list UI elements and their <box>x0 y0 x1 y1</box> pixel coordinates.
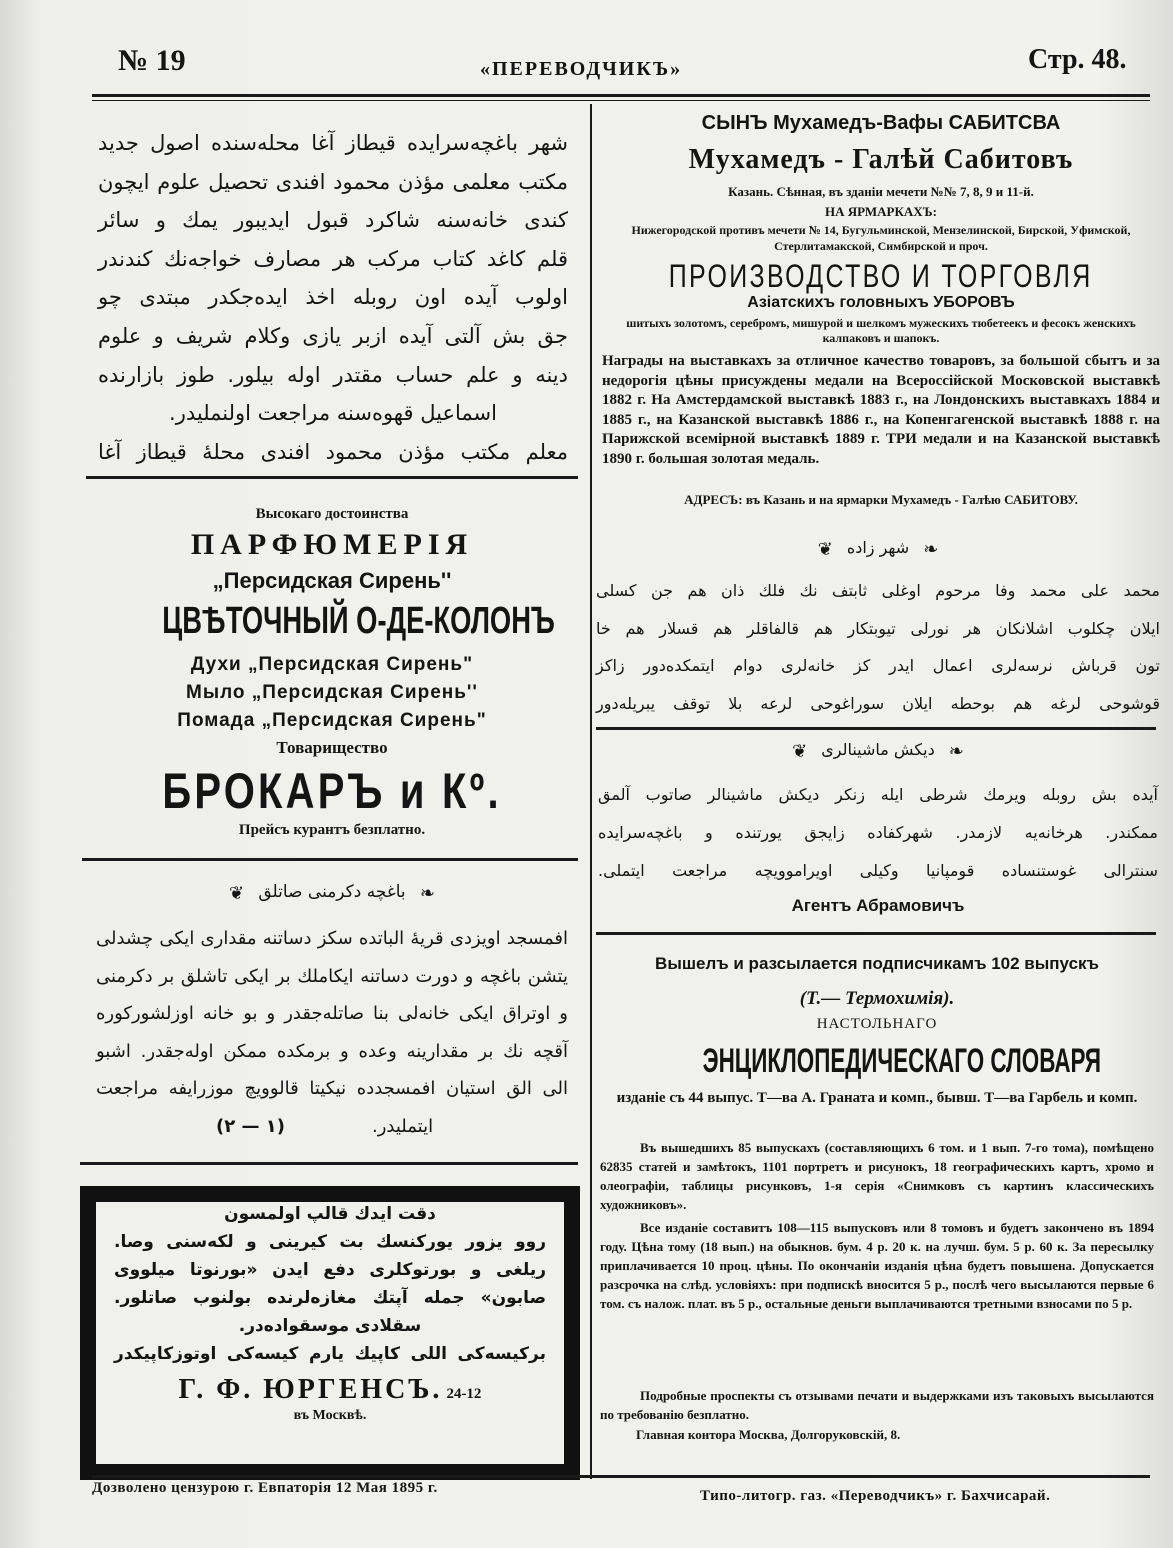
ornament-icon: ❦ <box>229 882 245 903</box>
ornament-icon: ❧ <box>923 538 939 559</box>
jurgens-line: صابون» جمله آپتك مغازه‌لرنده بولنوب صاتلور. <box>114 1288 546 1308</box>
sabitov-products: шитыхъ золотомъ, серебромъ, мишурой и шелкомъ мужескихъ тюбетеекъ и фесокъ женскихъ калпаковъ и шапокъ. <box>626 316 1136 345</box>
censorship-note: Дозволено цензурою г. Евпаторія 12 Мая 1895 г. <box>92 1480 438 1496</box>
sabitov-contact: АДРЕСЪ: въ Казань и на ярмарки Мухамедъ - Галѣю САБИТОВУ. <box>684 492 1078 507</box>
school-ad-line: کندی خانه‌سنه شاکرد قبول ایدیبور یمك و سائر <box>98 208 568 233</box>
jurgens-line: ریلغی و بورتوکلری دفع ایدن «بورنوتا میلووی <box>114 1260 546 1280</box>
divider <box>86 476 578 479</box>
encyclopedia-line: НАСТОЛЬНАГО <box>816 1016 938 1032</box>
perfume-cologne <box>86 600 578 654</box>
sabitov-production: ПРОИЗВОДСТВО И ТОРГОВЛЯ <box>669 258 1093 294</box>
encyclopedia-title: ЭНЦИКЛОПЕДИЧЕСКАГО СЛОВАРЯ <box>702 1042 1102 1080</box>
jurgens-name: Г. Ф. ЮРГЕНСЪ. <box>178 1374 443 1405</box>
ornament-icon: ❦ <box>817 538 833 559</box>
sabitov-address: Казань. Сѣнная, въ зданіи мечети №№ 7, 8, 9 и 11-й. <box>728 184 1034 199</box>
school-ad-line: اسماعیل قهوه‌سنه مراجعت اولنملیدر. <box>169 401 497 426</box>
encyclopedia-office: Главная контора Москва, Долгоруковскій, 8. <box>636 1427 901 1442</box>
divider <box>596 727 1156 730</box>
brokar-name: БРОКАРЪ и Кº. <box>162 763 502 819</box>
issue-number: № 19 <box>118 44 186 77</box>
perfume-line: Товарищество <box>276 738 388 757</box>
jurgens-code: 24-12 <box>446 1386 482 1402</box>
perfume-ad <box>86 506 578 839</box>
sewing-line: سنترالی غوستنساده قومپانیا وکیلی اویراموویچه مراجعت ایتملی. <box>598 861 1158 880</box>
garden-ad <box>96 882 568 1145</box>
jurgens-ad <box>96 1202 564 1464</box>
school-ad-line: مکتب معلمی مؤذن محمود افندی تحصیل علوم ایچون <box>98 169 568 194</box>
jurgens-line: روو یزور یورکنسك بت کیرینی و لکه‌سنی وصا. <box>114 1232 546 1252</box>
sabitov-line: СЫНЪ Мухамедъ-Вафы САБИТСВА <box>701 112 1061 134</box>
encyclopedia-paragraph: Въ вышедшихъ 85 выпускахъ (составляющихъ 6 том. и 1 вып. 7-го тома), помѣщено 62835 статей и замѣтокъ, 1101 портретъ и рисунокъ, 18 географическихъ картъ, хромо и олеографіи, таблицы рисунковъ, 1-я серія «Снимковъ съ картинъ классическихъ художниковъ». <box>600 1140 1154 1212</box>
garden-heading-text: باغچه دکرمنی صاتلق <box>258 882 406 902</box>
column-divider <box>590 104 592 1479</box>
garden-ref-number: (۲ — ۱) <box>216 1115 285 1137</box>
printer-note: Типо-литогр. газ. «Переводчикъ» г. Бахчисарай. <box>700 1488 1051 1504</box>
city-ad-line: ايلان چكلوب اشلانكان هر نورلى تيوبتكار هم قالفاقلر هم قسلار هم خا <box>596 618 1160 638</box>
sewing-line: آیده بش روبله ویرمك شرطی ایله زنکر دیکش ماشینالر صاتوب آلمق <box>598 785 1158 804</box>
encyclopedia-paragraph: Все изданіе составитъ 108—115 выпусковъ или 8 томовъ и будетъ закончено въ 1894 году. Цѣна тому (18 вып.) на обыкнов. бум. 4 р. 20 к. на лучш. бум. 5 р. 60 к. За пересылку приплачивается 10 проц. цѣны. По окончаніи изданія цѣна будетъ повышена. Допускается разсрочка на слѣд. условіяхъ: при подпискѣ вносится 5 р., послѣ чего высылаются первые 6 том. съ налож. плат. въ 5 р., остальные деньги выплачиваются третными взносами по 5 р. <box>600 1220 1154 1311</box>
divider <box>80 1162 578 1165</box>
ornament-icon: ❦ <box>792 740 808 761</box>
ornament-icon: ❧ <box>948 740 964 761</box>
divider <box>596 932 1156 935</box>
sewing-line: ممکندر. هرخانه‌یه لازمدر. شهرکفاده زایجق یورتنده و باغچه‌سرایده <box>598 823 1158 842</box>
sewing-ad <box>598 740 1158 916</box>
encyclopedia-publisher: изданіе съ 44 выпус. Т—ва А. Граната и комп., бывш. Т—ва Гарбель и комп. <box>616 1090 1138 1106</box>
city-ad-line: محمد علی محمد وفا مرحوم اوغلی ثابتف نك فلك ذان هم جن كسلى <box>596 581 1160 600</box>
header-rule-bottom <box>92 100 1150 101</box>
perfume-line: Духи „Персидская Сирень" <box>190 654 474 675</box>
header-rule-top <box>92 94 1150 97</box>
school-ad-line: دینه و علم حساب مقتدر اوله بیلور. طوز بازارنده <box>98 362 568 387</box>
encyclopedia-title-row <box>600 1042 1154 1086</box>
jurgens-line: برکیسه‌کی اللی کاپیك یارم کیسه‌کی اوتوزکاپیکدر <box>114 1344 546 1364</box>
city-ad-heading <box>596 538 1160 572</box>
city-ad <box>596 538 1160 722</box>
sewing-heading <box>598 740 1158 776</box>
jurgens-city: въ Москвѣ. <box>293 1408 367 1423</box>
sabitov-headwear: Азіатскихъ головныхъ УБОРОВЪ <box>747 294 1015 311</box>
sewing-heading-text: دیکش ماشینالری <box>821 740 935 759</box>
divider <box>82 858 578 861</box>
jurgens-line: دقت ایدك قالپ اولمسون <box>224 1204 436 1224</box>
sabitov-fairs: Нижегородской противъ мечети № 14, Бугульминской, Мензелинской, Бирской, Уфимской, Стерлитамакской, Симбирской и проч. <box>631 223 1131 253</box>
sabitov-fairs-label: НА ЯРМАРКАХЪ: <box>825 204 937 219</box>
school-ad-line: قلم کاغد کتاب مرکب هر مصارف خواجه‌نك کندندر <box>98 246 568 271</box>
perfume-line: Мыло „Персидская Сирень'' <box>186 682 478 703</box>
ornament-icon: ❧ <box>419 882 435 903</box>
sewing-agent: Агентъ Абрамовичъ <box>791 896 965 915</box>
garden-line: الی الق استیان افمسجدده نیکیتا قالوویچ موزرایفه مراجعت <box>96 1078 568 1099</box>
jurgens-ad-frame <box>80 1186 580 1480</box>
encyclopedia-ad <box>600 954 1154 1443</box>
page-number: Стр. 48. <box>1028 44 1127 75</box>
school-ad-line: جق بش آلتی آیده ازبر یازی وکلام شریف و علوم <box>98 323 568 348</box>
perfume-brand <box>86 762 578 822</box>
encyclopedia-volume: (Т.— Термохимія). <box>799 988 955 1009</box>
garden-last-line <box>96 1108 568 1145</box>
garden-heading <box>96 882 568 920</box>
perfume-line: Прейсъ курантъ безплатно. <box>238 822 426 838</box>
jurgens-name-row <box>114 1374 546 1408</box>
garden-line: آقچه نك بر مقدارینه وعده و برمکده ممکن اوله‌جقدر. اشبو <box>96 1040 568 1062</box>
footer-rule <box>92 1475 1150 1478</box>
garden-line: و اوتراق ایکی خانه‌لی بنا صاتله‌جقدر و بو خانه اوزلشورکوره <box>96 1003 568 1024</box>
perfume-line: „Персидская Сирень'' <box>212 568 452 593</box>
garden-line: یتشن باغچه و دورت دساتنه ایکاملك بر ایکی تاشلق بر دکرمنی <box>96 965 568 987</box>
encyclopedia-paragraph: Подробные проспекты съ отзывами печати и выдержками изъ таковыхъ высылаются по требованію безплатно. <box>600 1388 1154 1422</box>
cologne-name: ЦВѢТОЧНЫЙ О-ДЕ-КОЛОНЪ <box>162 600 555 642</box>
newspaper-title: «ПЕРЕВОДЧИКЪ» <box>480 58 683 80</box>
sabitov-production-row <box>600 258 1162 294</box>
perfume-line: Помада „Персидская Сирень" <box>177 710 487 731</box>
city-ad-line: تون قرباش نرسه‌لرى اعمال ايدر كز خانه‌لرى دوام ايتمكده‌دور زاكز <box>596 656 1160 675</box>
garden-line: افمسجد اویزدی قریهٔ الباتده سکز دساتنه مقداری ایکی چشدلی <box>96 928 568 949</box>
jurgens-line: سقلادی موسقواده‌در. <box>238 1316 422 1336</box>
perfume-line: Высокаго достоинства <box>255 506 409 522</box>
school-ad <box>98 124 568 471</box>
school-ad-line: شهر باغچه‌سرایده قیطاز آغا محله‌سنده اصول جدید <box>98 131 568 155</box>
sabitov-awards: Награды на выставкахъ за отличное качество товаровъ, за большой сбытъ и за недорогія цѣны присуждены медали на Всероссійской Московской выставкѣ 1882 г. На Амстердамской выставкѣ 1883 г., на Лондонскихъ выставкахъ 1884 и 1885 г., на Казанской выставкѣ 1886 г., на Копенгагенской выставкѣ 1888 г. на Парижской всемірной выставкѣ 1889 г. ТРИ медали и на Казанской выставкѣ 1890 г. большая золотая медаль. <box>602 353 1160 467</box>
encyclopedia-line: Вышелъ и разсылается подписчикамъ 102 выпускъ <box>655 954 1099 973</box>
perfume-title: ПАРФЮМЕРІЯ <box>190 528 474 561</box>
city-ad-heading-text: شهر زاده <box>846 538 910 557</box>
garden-end-word: ایتملیدر. <box>372 1115 434 1137</box>
school-ad-signature: معلم مکتب مؤذن محمود افندی محلهٔ قیطاز آغا <box>98 439 568 464</box>
sabitov-name: Мухамедъ - Галѣй Сабитовъ <box>688 144 1074 175</box>
school-ad-line: اولوب آیده اون روبله اخذ ایده‌جکدر مبتدی چو <box>98 285 568 310</box>
city-ad-line: قوشوحى لرغه هم بوحطه ايلان سوراغوحى لرعه بلا توقف يبريله‌دور <box>596 693 1160 713</box>
sabitov-ad <box>600 112 1162 508</box>
